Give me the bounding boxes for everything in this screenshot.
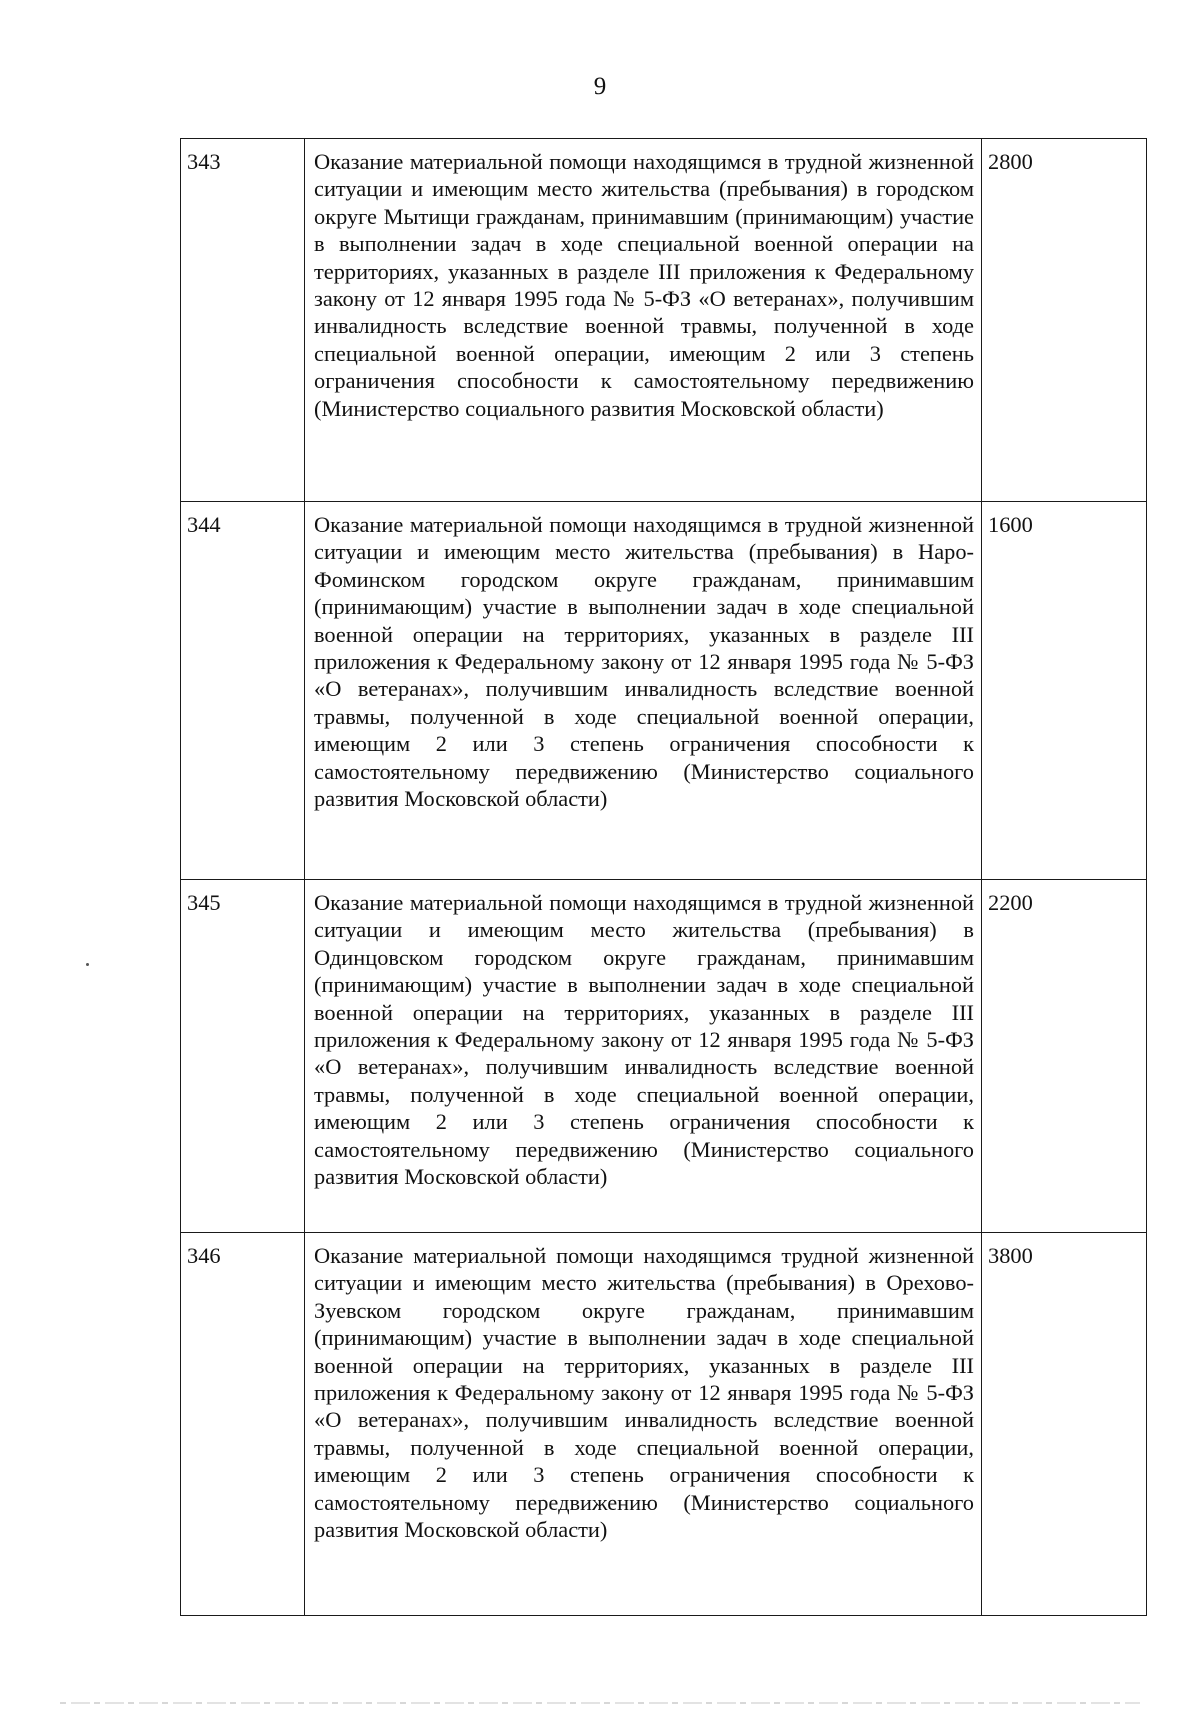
row-description-text: Оказание материальной помощи находящимся в трудной жизненной ситуации и имеющим место жительства (пребывания) в Одинцовском городском округе гражданам, принимавшим (принимающим) участие в выполнении задач в ходе специальной военной операции на территориях, указанных в разделе III приложения к Федеральному закону от 12 января 1995 года № 5-ФЗ «О ветеранах», получившим инвалидность вследствие военной травмы, полученной в ходе специальной военной операции, имеющим 2 или 3 степень ограничения способности к самостоятельному передвижению (Министерство социального развития Московской области) xyxy=(314,890,974,1190)
row-number: 345 xyxy=(181,880,305,1233)
table-row xyxy=(181,139,1147,502)
row-number: 343 xyxy=(181,139,305,502)
table-row xyxy=(181,502,1147,880)
row-description xyxy=(305,880,982,1233)
allocation-table xyxy=(180,138,1147,1616)
row-amount: 2800 xyxy=(982,139,1147,502)
row-description-text: Оказание материальной помощи находящимся в трудной жизненной ситуации и имеющим место жительства (пребывания) в городском округе Мытищи гражданам, принимавшим (принимающим) участие в выполнении задач в ходе специальной военной операции на территориях, указанных в разделе III приложения к Федеральному закону от 12 января 1995 года № 5-ФЗ «О ветеранах», получившим инвалидность вследствие военной травмы, полученной в ходе специальной военной операции, имеющим 2 или 3 степень ограничения способности к самостоятельному передвижению (Министерство социального развития Московской области) xyxy=(314,149,974,421)
row-number: 344 xyxy=(181,502,305,880)
table-row xyxy=(181,880,1147,1233)
row-amount: 2200 xyxy=(982,880,1147,1233)
row-number: 346 xyxy=(181,1233,305,1616)
table-row xyxy=(181,1233,1147,1616)
row-description xyxy=(305,1233,982,1616)
page-number: 9 xyxy=(593,73,607,100)
scan-edge-artifact xyxy=(60,1702,1140,1704)
scan-speck xyxy=(86,963,89,966)
row-description xyxy=(305,139,982,502)
row-description-text: Оказание материальной помощи находящимся в трудной жизненной ситуации и имеющим место жительства (пребывания) в Наро-Фоминском городском округе гражданам, принимавшим (принимающим) участие в выполнении задач в ходе специальной военной операции на территориях, указанных в разделе III приложения к Федеральному закону от 12 января 1995 года № 5-ФЗ «О ветеранах», получившим инвалидность вследствие военной травмы, полученной в ходе специальной военной операции, имеющим 2 или 3 степень ограничения способности к самостоятельному передвижению (Министерство социального развития Московской области) xyxy=(314,512,974,812)
row-description xyxy=(305,502,982,880)
row-description-text: Оказание материальной помощи находящимся трудной жизненной ситуации и имеющим место жительства (пребывания) в Орехово-Зуевском городском округе гражданам, принимавшим (принимающим) участие в выполнении задач в ходе специальной военной операции на территориях, указанных в разделе III приложения к Федеральному закону от 12 января 1995 года № 5-ФЗ «О ветеранах», получившим инвалидность вследствие военной травмы, полученной в ходе специальной военной операции, имеющим 2 или 3 степень ограничения способности к самостоятельному передвижению (Министерство социального развития Московской области) xyxy=(314,1243,974,1543)
row-amount: 1600 xyxy=(982,502,1147,880)
row-amount: 3800 xyxy=(982,1233,1147,1616)
